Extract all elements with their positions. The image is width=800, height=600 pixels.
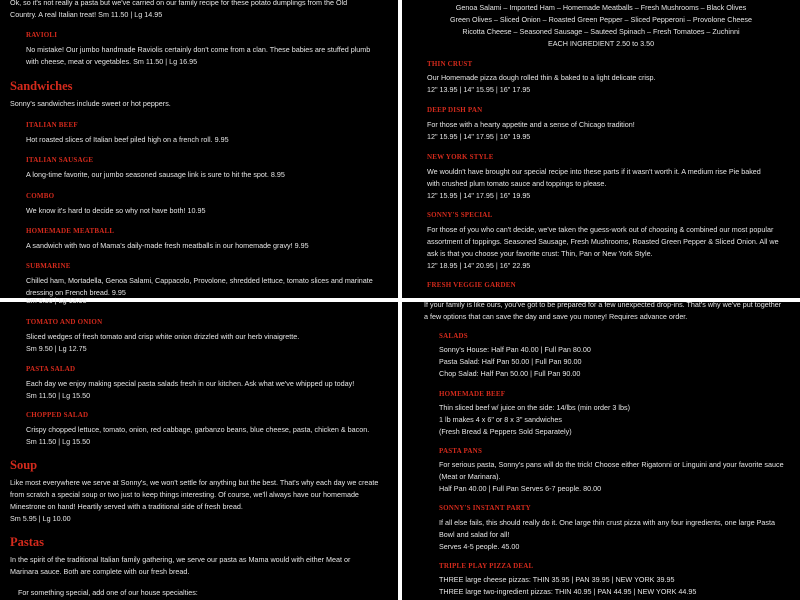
- ravioli-desc-line2: with cheese, meat or vegetables. Sm 11.50 | Lg 16.95: [26, 57, 198, 66]
- section-title-soup: Soup: [10, 458, 38, 472]
- pasta-salad-desc: Each day we enjoy making special pasta salads fresh in our kitchen. Ask what we've whipped up today!: [26, 379, 355, 388]
- new-york-desc-line1: We wouldn't have brought our special recipe into these parts if it wasn't worth it. A medium rise Pie baked: [427, 167, 761, 176]
- menu-panel-bottom-left[interactable]: [0, 296, 398, 600]
- homemade-beef-line1: Thin sliced beef w/ juice on the side: 14/lbs (min order 3 lbs): [439, 403, 630, 412]
- triple-play-title: TRIPLE PLAY PIZZA DEAL: [439, 562, 534, 570]
- gnocchi-desc-line2: Country. A real Italian treat! Sm 11.50 | Lg 14.95: [10, 10, 163, 19]
- homemade-beef-line3: (Fresh Bread & Peppers Sold Separately): [439, 427, 572, 436]
- combo-desc: We know it's hard to decide so why not have both! 10.95: [26, 206, 206, 215]
- chopped-salad-desc: Crispy chopped lettuce, tomato, onion, red cabbage, garbanzo beans, blue cheese, pasta, chicken & bacon.: [26, 425, 370, 434]
- menu-panel-top-right[interactable]: [402, 0, 800, 298]
- tomato-onion-title: TOMATO AND ONION: [26, 318, 103, 326]
- deep-dish-desc: For those with a hearty appetite and a sense of Chicago tradition!: [427, 120, 635, 129]
- thin-crust-price: 12" 13.95 | 14" 15.95 | 16" 17.95: [427, 85, 531, 94]
- ingredients-line2: Green Olives – Sliced Onion – Roasted Green Pepper – Sliced Pepperoni – Provolone Cheese: [449, 15, 753, 24]
- pasta-pans-line2: (Meat or Marinara).: [439, 472, 501, 481]
- thin-crust-desc: Our Homemade pizza dough rolled thin & baked to a light delicate crisp.: [427, 73, 656, 82]
- cut-off-price: Sm 9.50 | Lg 13.95: [26, 296, 87, 305]
- soup-price: Sm 5.95 | Lg 10.00: [10, 514, 71, 523]
- pasta-salad-price: Sm 11.50 | Lg 15.50: [26, 391, 91, 400]
- new-york-desc-line2: with crushed plum tomato sauce and toppings to please.: [427, 179, 607, 188]
- deep-dish-title: DEEP DISH PAN: [427, 106, 483, 114]
- sonnys-special-desc-line3: ask is that you choose your favorite crust: Thin, Pan or New York Style.: [427, 249, 653, 258]
- ingredients-price: EACH INGREDIENT 2.50 to 3.50: [547, 39, 655, 48]
- pastas-desc-line1: In the spirit of the traditional Italian family gathering, we serve our pasta as Mama would with either Meat or: [10, 555, 351, 564]
- pasta-pans-line3: Half Pan 40.00 | Full Pan Serves 6-7 people. 80.00: [439, 484, 602, 493]
- salads-line1: Sonny's House: Half Pan 40.00 | Full Pan 80.00: [439, 345, 591, 354]
- soup-desc-line1: Like most everywhere we serve at Sonny's, we won't settle for anything but the best. That's why each day we create: [10, 478, 379, 487]
- party-intro-line2: a few options that can save the day and save you money! Requires advance order.: [424, 312, 688, 321]
- ingredients-line3: Ricotta Cheese – Seasoned Sausage – Sauteed Spinach – Fresh Tomatoes – Zuchinni: [462, 27, 740, 36]
- meatball-title: HOMEMADE MEATBALL: [26, 227, 115, 235]
- new-york-title: NEW YORK STYLE: [427, 153, 494, 161]
- ingredients-line1: Genoa Salami – Imported Ham – Homemade Meatballs – Fresh Mushrooms – Black Olives: [455, 3, 747, 12]
- submarine-desc-line2: dressing on French bread. 9.95: [26, 288, 126, 297]
- homemade-beef-title: HOMEMADE BEEF: [439, 390, 506, 398]
- menu-panel-top-left[interactable]: [0, 0, 398, 298]
- new-york-price: 12" 15.95 | 14" 17.95 | 16" 19.95: [427, 191, 531, 200]
- instant-party-title: SONNY'S INSTANT PARTY: [439, 504, 531, 512]
- sonnys-special-desc-line2: assortment of toppings. Seasoned Sausage, Fresh Mushrooms, Roasted Green Pepper & Sliced Onion. All we: [427, 237, 779, 246]
- soup-desc-line2: from scratch a special soup or two just to keep things interesting. Of course, we'll always have our homemade: [10, 490, 359, 499]
- chopped-salad-price: Sm 11.50 | Lg 15.50: [26, 437, 91, 446]
- salads-line2: Pasta Salad: Half Pan 50.00 | Full Pan 90.00: [439, 357, 582, 366]
- instant-party-line1: If all else fails, this should really do it. One large thin crust pizza with any four ingredients, one large Pasta: [439, 518, 775, 527]
- italian-sausage-desc: A long-time favorite, our jumbo seasoned sausage link is sure to hit the spot. 8.95: [26, 170, 285, 179]
- menu-panel-bottom-right[interactable]: [402, 302, 800, 600]
- tomato-onion-desc: Sliced wedges of fresh tomato and crisp white onion drizzled with our herb vinaigrette.: [26, 332, 300, 341]
- pasta-salad-title: PASTA SALAD: [26, 365, 76, 373]
- salads-line3: Chop Salad: Half Pan 50.00 | Full Pan 90.00: [439, 369, 581, 378]
- sandwiches-intro: Sonny's sandwiches include sweet or hot peppers.: [10, 99, 171, 108]
- submarine-title: SUBMARINE: [26, 262, 71, 270]
- instant-party-line3: Serves 4-5 people. 45.00: [439, 542, 520, 551]
- homemade-beef-line2: 1 lb makes 4 x 6" or 8 x 3" sandwiches: [439, 415, 562, 424]
- gnocchi-desc-line1: Ok, so it's not really a pasta but we've carried on our family recipe for these potato dumplings from the Old: [10, 0, 348, 7]
- chopped-salad-title: CHOPPED SALAD: [26, 411, 89, 419]
- deep-dish-price: 12" 15.95 | 14" 17.95 | 16" 19.95: [427, 132, 531, 141]
- meatball-desc: A sandwich with two of Mama's daily-made fresh meatballs in our homemade gravy! 9.95: [26, 241, 309, 250]
- ravioli-desc-line1: No mistake! Our jumbo handmade Raviolis certainly don't come from a clan. These babies are stuffed plumb: [26, 45, 371, 54]
- instant-party-line2: Bowl and salad for all!: [439, 530, 510, 539]
- pastas-desc-line2: Marinara sauce. Both are complete with our fresh bread.: [10, 567, 190, 576]
- section-title-pastas: Pastas: [10, 535, 45, 549]
- party-intro-line1: If your family is like ours, you've got to be prepared for a few unexpected drop-ins. That's why we've put together: [424, 300, 782, 309]
- italian-beef-desc: Hot roasted slices of Italian beef piled high on a french roll. 9.95: [26, 135, 229, 144]
- triple-play-line2: THREE large two-ingredient pizzas: THIN 40.95 | PAN 44.95 | NEW YORK 44.95: [439, 587, 697, 596]
- italian-sausage-title: ITALIAN SAUSAGE: [26, 156, 94, 164]
- salads-title: SALADS: [439, 332, 468, 340]
- combo-title: COMBO: [26, 192, 55, 200]
- soup-desc-line3: Minestrone on hand! Heartily served with a traditional side of fresh bread.: [10, 502, 243, 511]
- pasta-pans-line1: For serious pasta, Sonny's pans will do the trick! Choose either Rigatonni or Linguini and your favorite sauce: [439, 460, 784, 469]
- veggie-garden-title: FRESH VEGGIE GARDEN: [427, 281, 516, 289]
- sonnys-special-title: SONNY'S SPECIAL: [427, 211, 493, 219]
- thin-crust-title: THIN CRUST: [427, 60, 473, 68]
- ravioli-title: RAVIOLI: [26, 31, 58, 39]
- triple-play-line1: THREE large cheese pizzas: THIN 35.95 | PAN 39.95 | NEW YORK 39.95: [439, 575, 675, 584]
- sonnys-special-desc-line1: For those of you who can't decide, we've taken the guess-work out of choosing & combined our most popular: [427, 225, 774, 234]
- submarine-desc-line1: Chilled ham, Mortadella, Genoa Salami, Cappacolo, Provolone, shredded lettuce, tomato slices and marinate: [26, 276, 373, 285]
- sonnys-special-price: 12" 18.95 | 14" 20.95 | 16" 22.95: [427, 261, 531, 270]
- pastas-specialties-intro: For something special, add one of our house specialties:: [18, 588, 198, 597]
- italian-beef-title: ITALIAN BEEF: [26, 121, 78, 129]
- section-title-sandwiches: Sandwiches: [10, 79, 73, 93]
- pasta-pans-title: PASTA PANS: [439, 447, 483, 455]
- tomato-onion-price: Sm 9.50 | Lg 12.75: [26, 344, 87, 353]
